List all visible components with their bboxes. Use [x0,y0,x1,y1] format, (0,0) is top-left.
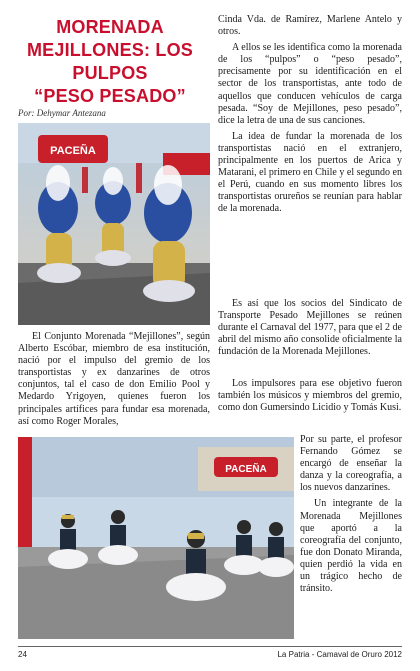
article-title [20,16,200,108]
left-column [18,331,210,432]
right-column-mid [218,298,402,362]
photo-illustration [18,437,294,639]
photo-morenada-cholitas [18,437,294,639]
paragraph: Por su parte, el profesor Fernando Gómez se encargó de enseñar la danza y la coreografía, a los nuevos danzarines. [300,434,402,494]
paragraph: La idea de fundar la morenada de los transportistas nació en el extranjero, principalmente en los puertos de Arica y Matarani, el primero en Chile y el segundo en el Perú, cuando en sus momento libres los transportistas orureños se reunían para hablar de la morenada. [218,130,402,215]
title-line-3: “PESO PESADO” [34,86,186,106]
paragraph: Un integrante de la Morenada Mejillones que aportó a la coreografía del conjunto, fue don Donato Miranda, quien perdió la vida en un trágico hecho de tránsito. [300,498,402,595]
banner-text: PACEÑA [50,145,96,157]
page-footer [18,646,402,661]
paragraph: A ellos se les identifica como la morenada de los “pulpos” o “peso pesado”, precisamente por su identificación en el sector de los transportistas, ante todo de aquellos que conducen vehículos de carga pesada. “Soy de Mejillones, peso pesado”, dice la letra de una de sus canciones. [218,42,402,126]
title-line-2: MEJILLONES: LOS PULPOS [26,40,193,83]
page-number: 24 [18,650,27,659]
right-column-bottom [300,434,402,599]
paragraph: El Conjunto Morenada “Mejillones”, según Alberto Escóbar, miembro de esa institución, nació por el impulso del gremio de los transportistas y ex danzarines de otros conjuntos, tal el caso de don Emilio Pool y Medardo Yrigoyen, quienes fueron los principales artífices para fundar esa morenada, así como Roger Morales, [18,331,210,427]
title-line-1: MORENADA [56,17,164,37]
right-column-cont [218,378,402,418]
paragraph: Es así que los socios del Sindicato de Transporte Pesado Mejillones se reúnen durante el Carnaval del 1977, para que el 2 de abril del mismo año consolide oficialmente la fundación de la Morenada Mejillones. [218,298,402,358]
paragraph: Los impulsores para ese objetivo fueron también los músicos y miembros del gremio, como don Gumersindo Licidio y Tomás Kusi. [218,378,402,414]
paragraph: Cinda Vda. de Ramírez, Marlene Antelo y otros. [218,14,402,38]
byline: Por: Dehymar Antezana [18,108,106,118]
photo-illustration [18,123,210,325]
banner-text: PACEÑA [225,464,267,475]
right-column-top [218,14,402,220]
photo-morenada-dancers [18,123,210,325]
magazine-name: La Patria - Camaval de Oruro 2012 [277,650,402,659]
